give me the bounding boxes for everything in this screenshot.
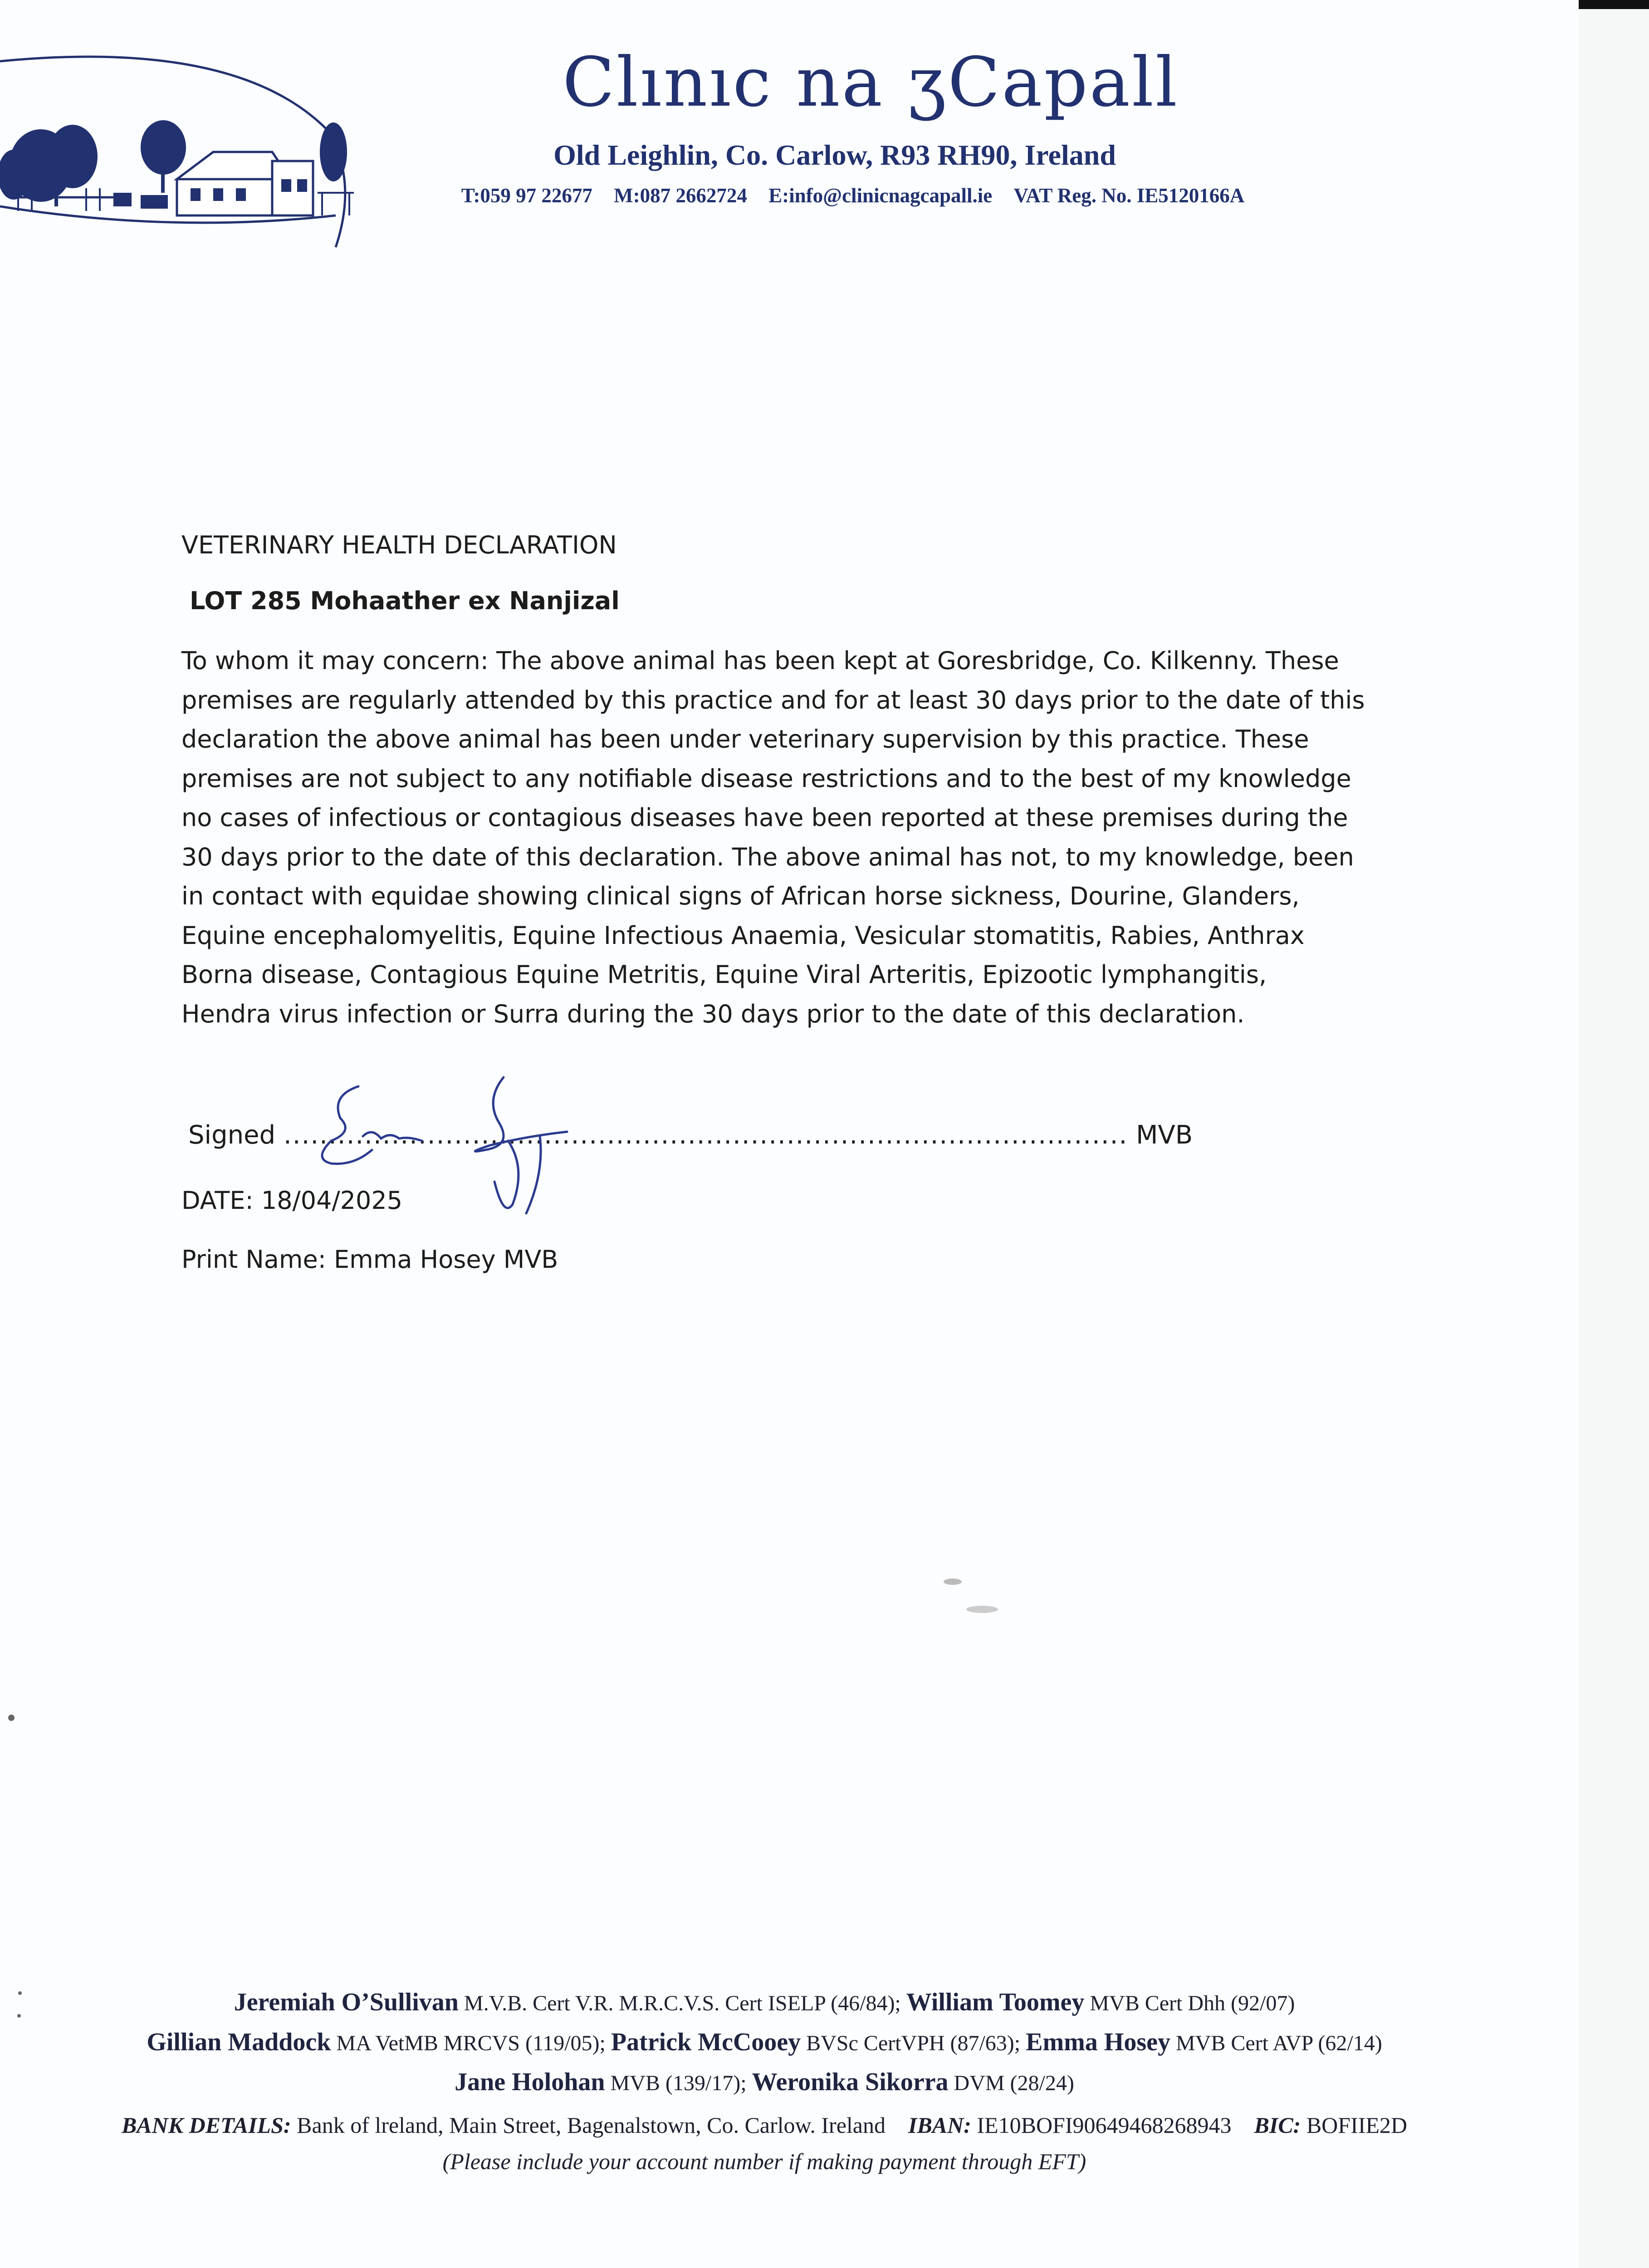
paragraph-line: premises are regularly attended by this practice and for at least 30 days prior to the date of this: [181, 685, 1365, 714]
scan-speck: [17, 2014, 21, 2018]
vet-name: Jeremiah O’Sullivan: [234, 1988, 459, 2016]
email-address: E:info@clinicnagcapall.ie: [768, 184, 993, 207]
scan-edge: [1579, 0, 1649, 2268]
declaration-body: [181, 531, 1397, 1034]
bic-value: BOFIIE2D: [1301, 2112, 1408, 2138]
paragraph-line: no cases of infectious or contagious diseases have been reported at these premises during the: [181, 803, 1348, 832]
paragraph-line: Borna disease, Contagious Equine Metritis, Equine Viral Arteritis, Epizootic lymphangitis,: [181, 960, 1267, 989]
iban-label: IBAN:: [908, 2112, 971, 2138]
paragraph-line: in contact with equidae showing clinical signs of African horse sickness, Dourine, Glanders,: [181, 882, 1300, 910]
paragraph-line: declaration the above animal has been under veterinary supervision by this practice. These: [181, 725, 1309, 753]
scan-edge-mark: [1579, 0, 1649, 9]
scan-speck: [944, 1579, 962, 1585]
clinic-contacts: [395, 184, 1311, 207]
vet-quals: DVM (28/24): [948, 2071, 1074, 2095]
vet-quals: BVSc CertVPH (87/63);: [801, 2031, 1026, 2055]
vet-name: Weronika Sikorra: [752, 2068, 949, 2096]
signature-dots: ..............................................................................................: [283, 1120, 1128, 1150]
vet-quals: M.V.B. Cert V.R. M.R.C.V.S. Cert ISELP (46/84);: [458, 1991, 906, 2015]
iban-value: IE10BOFI90649468268943: [971, 2112, 1232, 2138]
paragraph-line: 30 days prior to the date of this declaration. The above animal has not, to my knowledge, been: [181, 842, 1354, 871]
paragraph-line: premises are not subject to any notifiable disease restrictions and to the best of my knowledge: [181, 764, 1351, 793]
declaration-date: DATE: 18/04/2025: [181, 1186, 403, 1215]
clinic-name: Clınıc na ʒCapall: [563, 43, 1179, 122]
mobile-number: M:087 2662724: [614, 184, 747, 207]
document-title: VETERINARY HEALTH DECLARATION: [181, 531, 617, 559]
paragraph-line: To whom it may concern: The above animal has been kept at Goresbridge, Co. Kilkenny. These: [181, 646, 1339, 675]
vet-name: William Toomey: [906, 1988, 1085, 2016]
declaration-paragraph: [181, 641, 1397, 1034]
vet-name: Gillian Maddock: [147, 2028, 331, 2056]
vet-quals: MA VetMB MRCVS (119/05);: [331, 2031, 611, 2055]
vet-name: Patrick McCooey: [611, 2028, 801, 2056]
vet-name: Emma Hosey: [1026, 2028, 1170, 2056]
phone-number: T:059 97 22677: [461, 184, 592, 207]
scan-speck: [966, 1606, 998, 1613]
lot-heading: LOT 285 Mohaather ex Nanjizal: [190, 587, 620, 615]
vet-name: Jane Holohan: [455, 2068, 605, 2096]
scan-speck: [18, 1991, 22, 1995]
vat-number: VAT Reg. No. IE5120166A: [1013, 184, 1245, 207]
scan-speck: [8, 1715, 15, 1721]
signed-suffix: MVB: [1136, 1120, 1193, 1150]
bank-text: Bank of lreland, Main Street, Bagenalstown, Co. Carlow. Ireland: [291, 2112, 886, 2138]
bank-details: [54, 2107, 1474, 2143]
clinic-address: Old Leighlin, Co. Carlow, R93 RH90, Ireland: [553, 139, 1116, 171]
vets-row: [54, 2022, 1474, 2062]
payment-note: (Please include your account number if making payment through EFT): [442, 2149, 1086, 2174]
footer-vets: [54, 1982, 1474, 2102]
clinic-logo-drawing: [0, 43, 363, 252]
paragraph-line: Hendra virus infection or Surra during the 30 days prior to the date of this declaration.: [181, 999, 1245, 1028]
print-name: Print Name: Emma Hosey MVB: [181, 1245, 558, 1274]
bank-label: BANK DETAILS:: [121, 2112, 291, 2138]
bic-label: BIC:: [1254, 2112, 1301, 2138]
vet-quals: MVB Cert Dhh (92/07): [1084, 1991, 1295, 2015]
vet-quals: MVB Cert AVP (62/14): [1170, 2031, 1382, 2055]
vets-row: [54, 2062, 1474, 2102]
signed-label: Signed: [188, 1120, 276, 1150]
footer-bank: [54, 2107, 1474, 2180]
paragraph-line: Equine encephalomyelitis, Equine Infectious Anaemia, Vesicular stomatitis, Rabies, Anthrax: [181, 921, 1305, 950]
vets-row: [54, 1982, 1474, 2022]
vet-quals: MVB (139/17);: [605, 2071, 752, 2095]
